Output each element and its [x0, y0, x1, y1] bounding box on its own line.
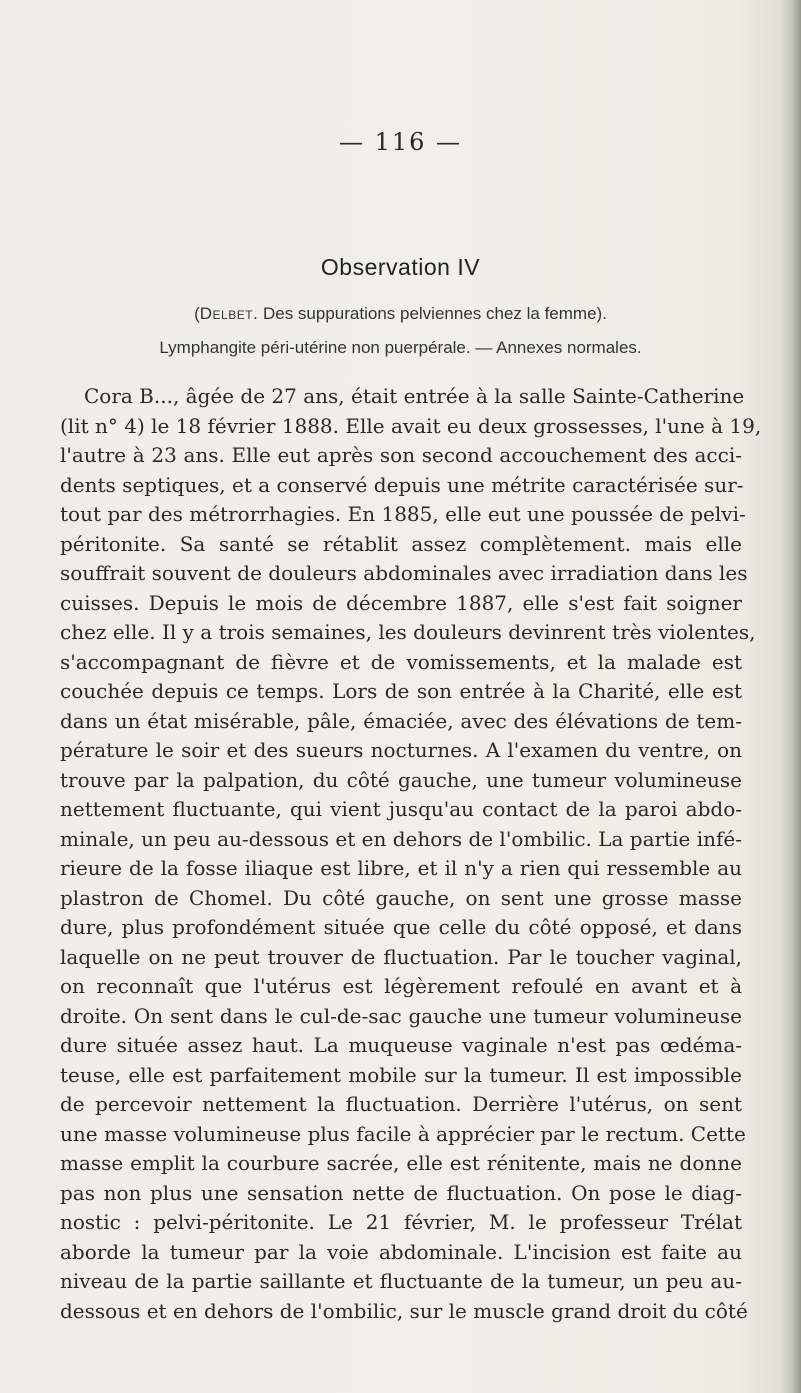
paragraph-line: péritonite. Sa santé se rétablit assez complètement. mais elle: [60, 532, 742, 556]
reference-close-paren: ).: [596, 304, 607, 323]
reference-title: Des suppurations pelviennes chez la femme: [258, 304, 597, 323]
paragraph-line: dure située assez haut. La muqueuse vaginale n'est pas œdéma-: [60, 1033, 742, 1057]
paragraph-line: minale, un peu au-dessous et en dehors de l'ombilic. La partie infé-: [60, 827, 742, 851]
paragraph-line: trouve par la palpation, du côté gauche, une tumeur volumineuse: [60, 768, 742, 792]
reference-line: [0, 304, 801, 324]
reference-open-paren: (: [194, 304, 200, 323]
paragraph-line: on reconnaît que l'utérus est légèrement refoulé en avant et à: [60, 974, 742, 998]
paragraph-line: cuisses. Depuis le mois de décembre 1887, elle s'est fait soigner: [60, 591, 742, 615]
paragraph-line: chez elle. Il y a trois semaines, les douleurs devinrent très violentes,: [60, 620, 756, 644]
paragraph-line: une masse volumineuse plus facile à apprécier par le rectum. Cette: [60, 1122, 746, 1146]
paragraph-line: de percevoir nettement la fluctuation. Derrière l'utérus, on sent: [60, 1092, 742, 1116]
page-number: — 116 —: [338, 128, 463, 156]
paragraph-line: tout par des métrorrhagies. En 1885, elle eut une poussée de pelvi-: [60, 502, 746, 526]
paragraph-line: pas non plus une sensation nette de fluctuation. On pose le diag-: [60, 1181, 742, 1205]
paragraph-line: teuse, elle est parfaitement mobile sur la tumeur. Il est impossible: [60, 1063, 742, 1087]
observation-subtitle: Lymphangite péri-utérine non puerpérale. — Annexes normales.: [159, 338, 642, 357]
paragraph-line: dents septiques, et a conservé depuis une métrite caractérisée sur-: [60, 473, 744, 497]
paragraph-line: aborde la tumeur par la voie abdominale. L'incision est faite au: [60, 1240, 742, 1264]
paragraph-line: (lit n° 4) le 18 février 1888. Elle avait eu deux grossesses, l'une à 19,: [60, 414, 762, 438]
paragraph-line: droite. On sent dans le cul-de-sac gauche une tumeur volumineuse: [60, 1004, 742, 1028]
observation-title: Observation IV: [320, 254, 481, 280]
paragraph-line: rieure de la fosse iliaque est libre, et il n'y a rien qui ressemble au: [60, 856, 742, 880]
paragraph-line: nettement fluctuante, qui vient jusqu'au contact de la paroi abdo-: [60, 797, 742, 821]
paragraph-line: laquelle on ne peut trouver de fluctuation. Par le toucher vaginal,: [60, 945, 742, 969]
paragraph-line: niveau de la partie saillante et fluctuante de la tumeur, un peu au-: [60, 1269, 742, 1293]
paragraph-line: dans un état misérable, pâle, émaciée, avec des élévations de tem-: [60, 709, 742, 733]
paragraph-line: dure, plus profondément située que celle du côté opposé, et dans: [60, 915, 742, 939]
paragraph-line: plastron de Chomel. Du côté gauche, on sent une grosse masse: [60, 886, 742, 910]
paragraph-line: couchée depuis ce temps. Lors de son entrée à la Charité, elle est: [60, 679, 742, 703]
paragraph-line: s'accompagnant de fièvre et de vomissements, et la malade est: [60, 650, 742, 674]
paragraph-line: masse emplit la courbure sacrée, elle est rénitente, mais ne donne: [60, 1151, 742, 1175]
paragraph-line: l'autre à 23 ans. Elle eut après son second accouchement des acci-: [60, 443, 742, 467]
paragraph-line: Cora B..., âgée de 27 ans, était entrée à la salle Sainte-Catherine: [84, 384, 745, 408]
paragraph-line: pérature le soir et des sueurs nocturnes. A l'examen du ventre, on: [60, 738, 742, 762]
observation-body: [0, 382, 801, 1323]
reference-author: Delbet.: [199, 304, 259, 323]
paragraph-line: nostic : pelvi-péritonite. Le 21 février, M. le professeur Trélat: [60, 1210, 742, 1234]
paragraph-line: souffrait souvent de douleurs abdominales avec irradiation dans les: [60, 561, 748, 585]
paragraph-line: dessous et en dehors de l'ombilic, sur le muscle grand droit du côté: [60, 1299, 748, 1323]
